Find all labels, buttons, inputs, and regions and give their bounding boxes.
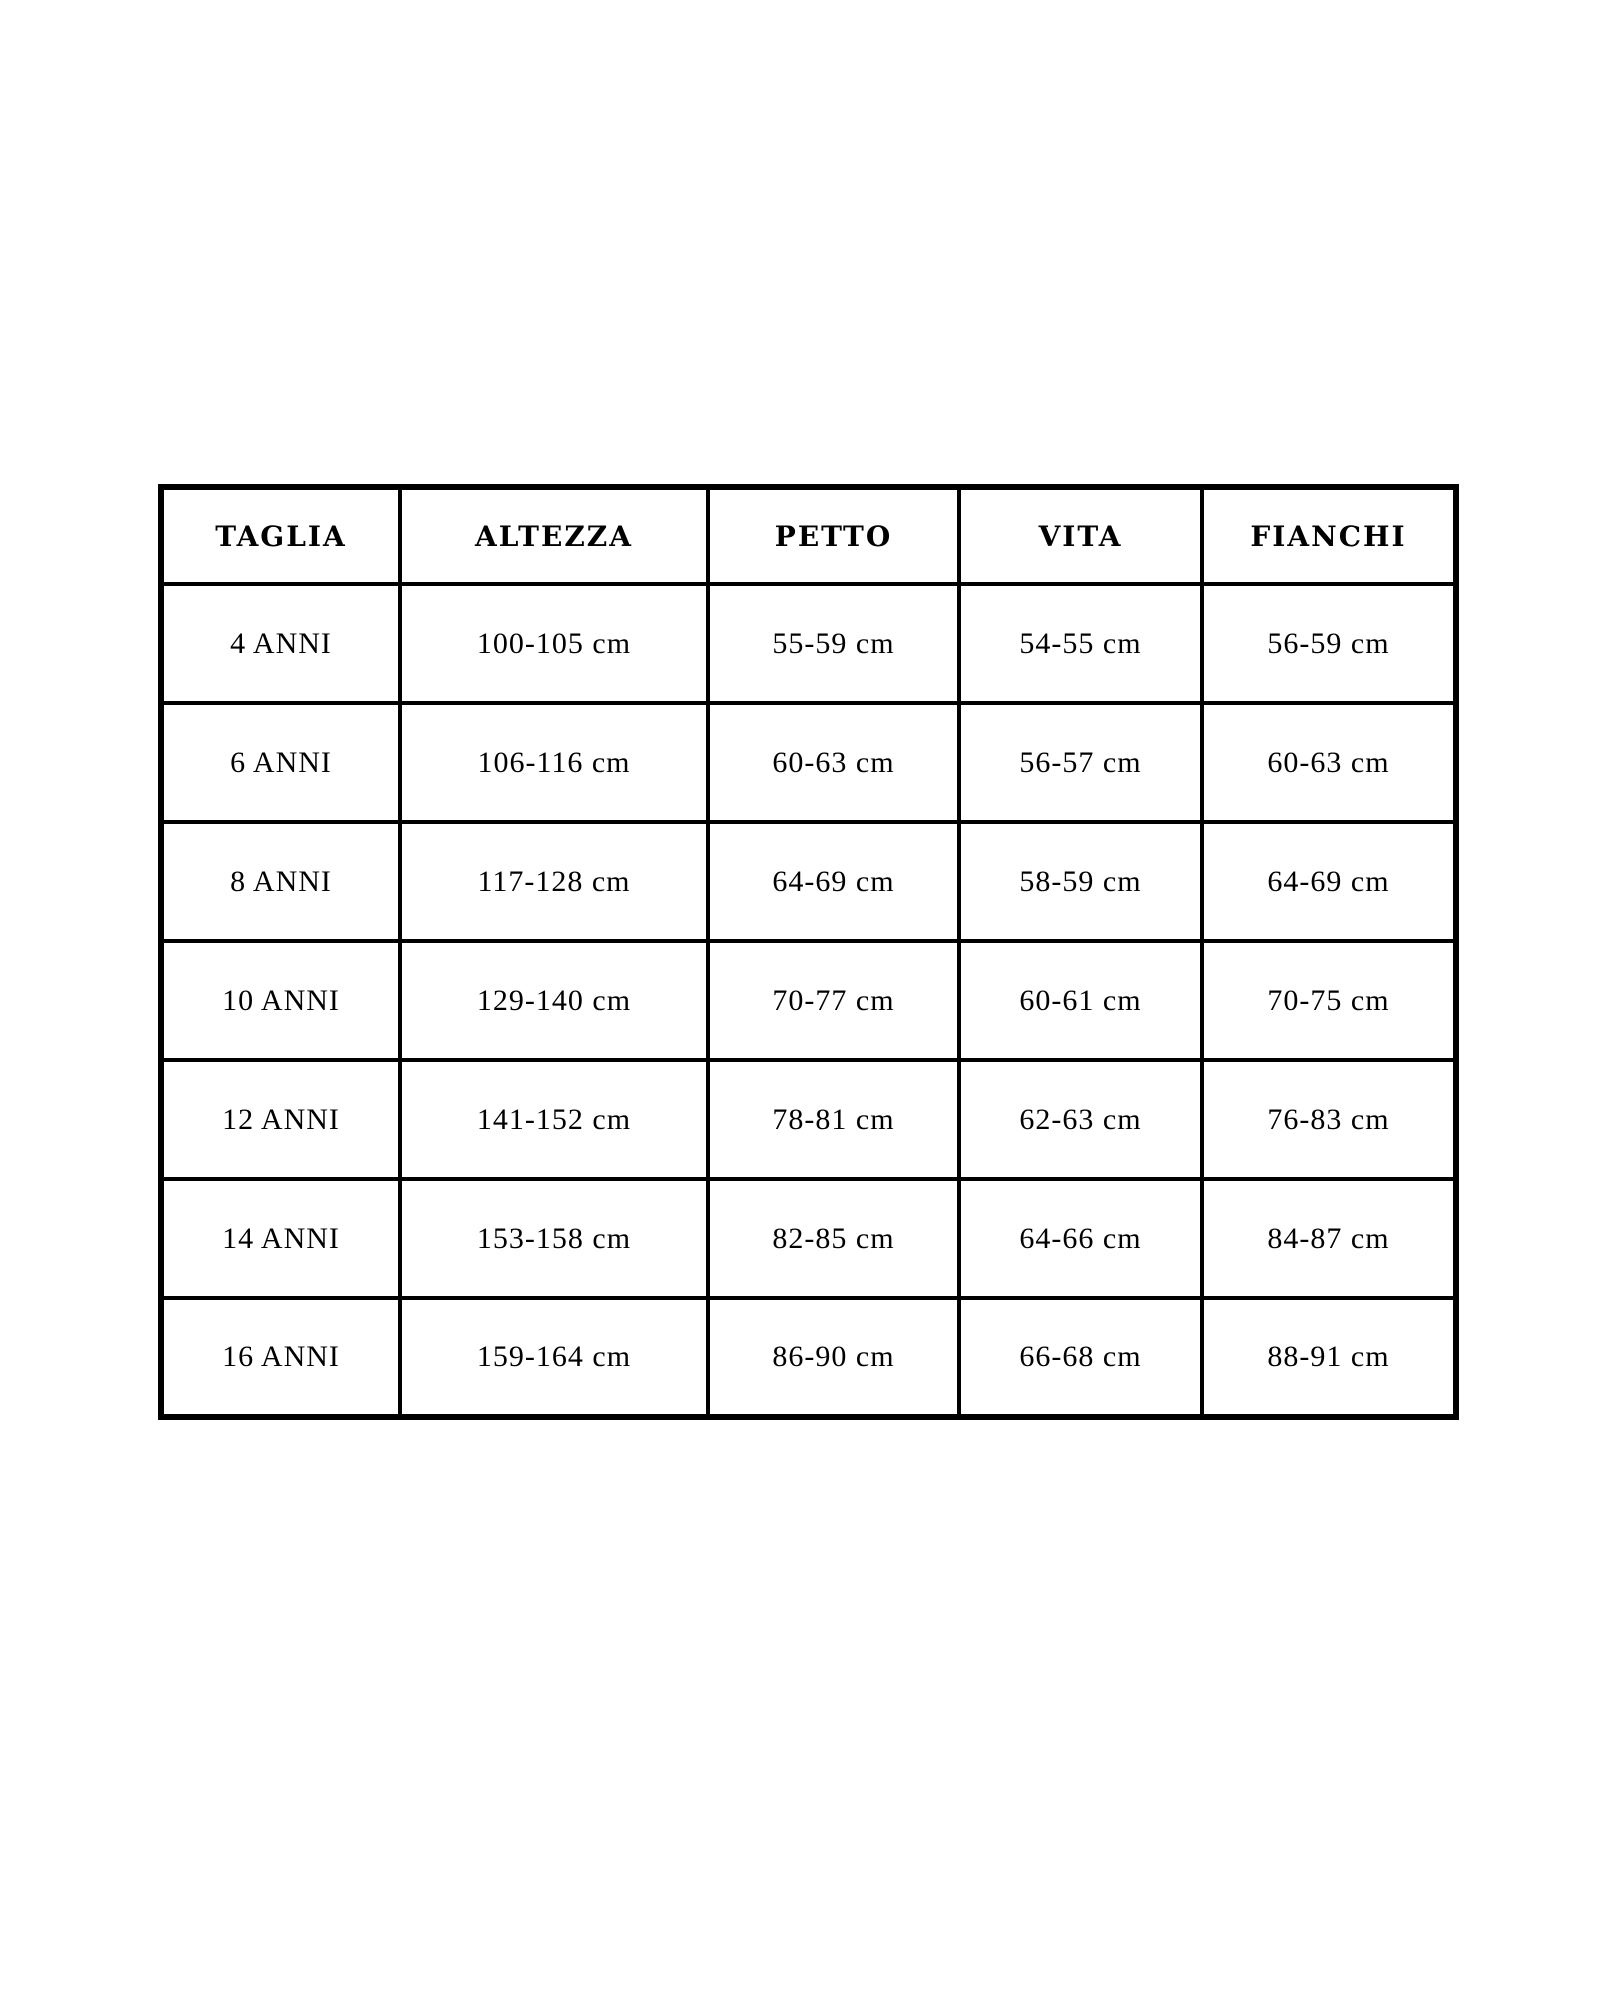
measurement-cell: 70-77 cm (708, 941, 959, 1060)
table-header (161, 487, 1456, 584)
column-header-vita: VITA (959, 487, 1202, 584)
table-row (161, 1298, 1456, 1417)
table-row (161, 1179, 1456, 1298)
measurement-cell: 60-63 cm (708, 703, 959, 822)
table-header-row (161, 487, 1456, 584)
measurement-cell: 88-91 cm (1202, 1298, 1456, 1417)
measurement-cell: 141-152 cm (400, 1060, 708, 1179)
measurement-cell: 64-66 cm (959, 1179, 1202, 1298)
measurement-cell: 100-105 cm (400, 584, 708, 703)
measurement-cell: 66-68 cm (959, 1298, 1202, 1417)
measurement-cell: 106-116 cm (400, 703, 708, 822)
size-label-cell: 8 ANNI (161, 822, 400, 941)
column-header-fianchi: FIANCHI (1202, 487, 1456, 584)
table-row (161, 703, 1456, 822)
measurement-cell: 86-90 cm (708, 1298, 959, 1417)
measurement-cell: 56-59 cm (1202, 584, 1456, 703)
measurement-cell: 62-63 cm (959, 1060, 1202, 1179)
measurement-cell: 159-164 cm (400, 1298, 708, 1417)
measurement-cell: 129-140 cm (400, 941, 708, 1060)
size-label-cell: 10 ANNI (161, 941, 400, 1060)
measurement-cell: 54-55 cm (959, 584, 1202, 703)
measurement-cell: 64-69 cm (1202, 822, 1456, 941)
size-label-cell: 12 ANNI (161, 1060, 400, 1179)
measurement-cell: 78-81 cm (708, 1060, 959, 1179)
table-row (161, 822, 1456, 941)
measurement-cell: 64-69 cm (708, 822, 959, 941)
size-label-cell: 14 ANNI (161, 1179, 400, 1298)
measurement-cell: 60-63 cm (1202, 703, 1456, 822)
table-row (161, 1060, 1456, 1179)
column-header-altezza: ALTEZZA (400, 487, 708, 584)
size-label-cell: 4 ANNI (161, 584, 400, 703)
measurement-cell: 58-59 cm (959, 822, 1202, 941)
measurement-cell: 55-59 cm (708, 584, 959, 703)
measurement-cell: 70-75 cm (1202, 941, 1456, 1060)
measurement-cell: 82-85 cm (708, 1179, 959, 1298)
measurement-cell: 117-128 cm (400, 822, 708, 941)
measurement-cell: 84-87 cm (1202, 1179, 1456, 1298)
measurement-cell: 60-61 cm (959, 941, 1202, 1060)
size-chart-table (158, 484, 1459, 1420)
table-row (161, 584, 1456, 703)
size-label-cell: 6 ANNI (161, 703, 400, 822)
measurement-cell: 153-158 cm (400, 1179, 708, 1298)
measurement-cell: 56-57 cm (959, 703, 1202, 822)
size-label-cell: 16 ANNI (161, 1298, 400, 1417)
column-header-petto: PETTO (708, 487, 959, 584)
measurement-cell: 76-83 cm (1202, 1060, 1456, 1179)
table-row (161, 941, 1456, 1060)
column-header-taglia: TAGLIA (161, 487, 400, 584)
table-body (161, 584, 1456, 1417)
